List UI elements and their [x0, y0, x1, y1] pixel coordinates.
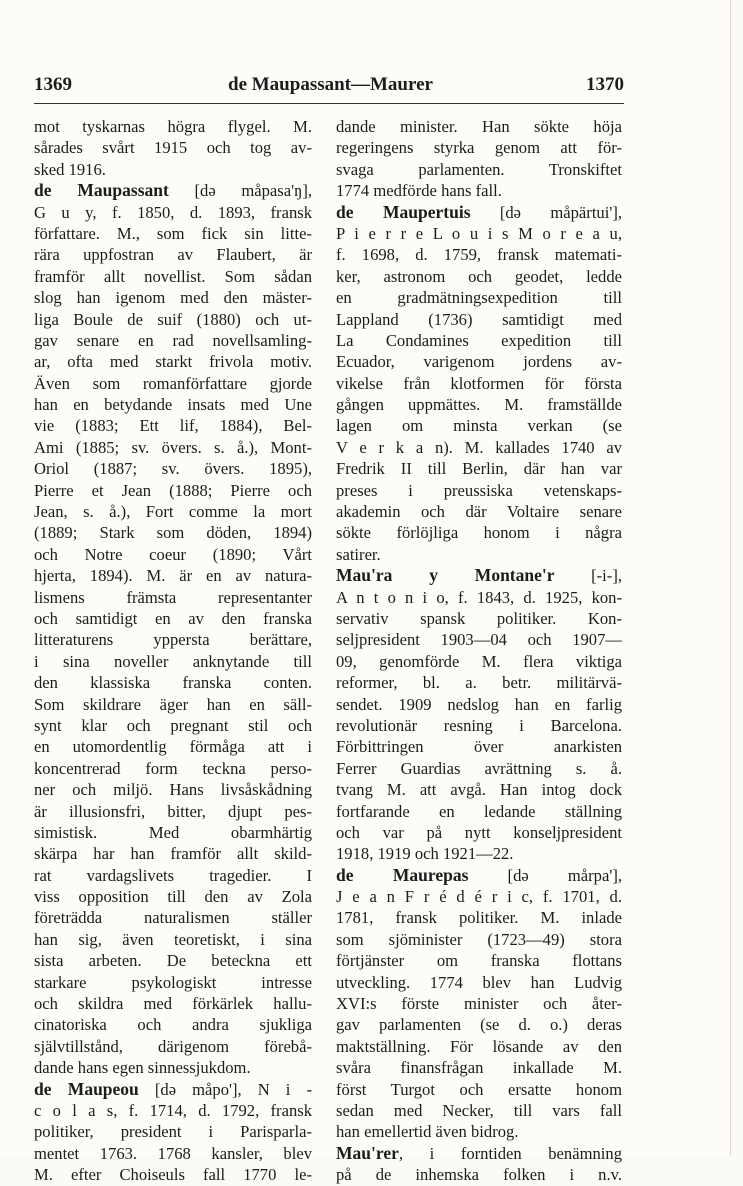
text-line: svåra finansfrågan inkallade M.	[336, 1058, 622, 1078]
headword: Mau'rer	[336, 1142, 399, 1163]
text-line: ker, astronom och geodet, ledde	[336, 266, 622, 286]
text-line: en gradmätningsexpedition till	[336, 288, 622, 308]
text-line: och skildra med förkärlek hallu-	[34, 994, 312, 1014]
headword: de Maupassant	[34, 180, 169, 201]
text-line: politiker, president i Parisparla-	[34, 1122, 312, 1142]
text-line: företrädda naturalismen ställer	[34, 908, 312, 928]
page-number-left: 1369	[34, 74, 72, 95]
text-line: sökte förlöjliga honom i några	[336, 523, 622, 543]
entry-headword-line: de Maupertuis [də måpärtui'],	[336, 201, 622, 222]
text-line: sked 1916.	[34, 159, 106, 179]
entry-headword-line: Mau'rer, i forntiden benämning	[336, 1142, 622, 1163]
text-line: XVI:s förste minister och åter-	[336, 994, 622, 1014]
text-line: rära uppfostran av Flaubert, är	[34, 245, 312, 265]
text-line: svaga parlamenten. Tronskiftet	[336, 159, 622, 179]
text-line: framför allt novellist. Som sådan	[34, 266, 312, 286]
text-line: fortfarande en ledande ställning	[336, 801, 622, 821]
text-line: mot tyskarnas högra flygel. M.	[34, 117, 312, 136]
text-line: c o l a s, f. 1714, d. 1792, fransk	[34, 1100, 312, 1120]
text-line: servativ spansk politiker. Kon-	[336, 608, 622, 628]
text-line: en utomordentlig förmåga att i	[34, 737, 312, 757]
headword: de Maupertuis	[336, 201, 471, 222]
text-line: viss opposition till den av Zola	[34, 887, 312, 907]
header-title: de Maupassant—Maurer	[228, 74, 433, 95]
headword: de Maurepas	[336, 864, 469, 885]
text-line: lismens främsta representanter	[34, 587, 312, 607]
text-line: dande minister. Han sökte höja	[336, 117, 622, 136]
text-line: han emellertid även bidrog.	[336, 1122, 519, 1142]
entry-headword-line: de Maupassant [də måpasa'ŋ],	[34, 180, 312, 201]
text-line: i sina noveller anknytande till	[34, 651, 312, 671]
text-line: sendet. 1909 nedslog han en farlig	[336, 694, 622, 714]
entry-headword-line: de Maupeou [də måpo'], N i -	[34, 1078, 312, 1099]
text-line: litteraturens yppersta berättare,	[34, 630, 312, 650]
text-line: regeringens styrka genom att för-	[336, 138, 622, 158]
text-line: revolutionär resning i Barcelona.	[336, 715, 622, 735]
text-line: 1781, fransk politiker. M. inlade	[336, 908, 622, 928]
text-line: och Notre coeur (1890; Vårt	[34, 544, 312, 564]
text-line: Ami (1885; sv. övers. s. å.), Mont-	[34, 437, 312, 457]
text-line: och var på nytt konseljpresident	[336, 822, 622, 842]
page-number-right: 1370	[586, 74, 624, 95]
text-line: preses i preussiska vetenskaps-	[336, 480, 622, 500]
text-line: vie (1883; Ett lif, 1884), Bel-	[34, 416, 312, 436]
left-column	[34, 116, 312, 1186]
headword: Mau'ra y Montane'r	[336, 565, 555, 586]
text-line: lagen om minsta verkan (se	[336, 416, 622, 436]
text-line: satirer.	[336, 544, 381, 564]
text-line: den klassiska franska conten.	[34, 673, 312, 693]
text-line: J e a n F r é d é r i c, f. 1701, d.	[336, 887, 622, 907]
text-line: G u y, f. 1850, d. 1893, fransk	[34, 202, 312, 222]
text-line: som sjöminister (1723—49) stora	[336, 929, 622, 949]
text-line: synt klar och pregnant stil och	[34, 715, 312, 735]
text-line: A n t o n i o, f. 1843, d. 1925, kon-	[336, 587, 622, 607]
text-line: gången uppmättes. M. framställde	[336, 395, 622, 415]
text-line: liga Boule de suif (1880) och ut-	[34, 309, 312, 329]
text-line: f. 1698, d. 1759, fransk matemati-	[336, 245, 622, 265]
text-line: maktställning. För lösande av den	[336, 1036, 622, 1056]
text-line: tvang M. att avgå. Han intog dock	[336, 780, 622, 800]
text-line: sista arbeten. De beteckna ett	[34, 951, 312, 971]
text-line: M. efter Choiseuls fall 1770 le-	[34, 1165, 312, 1185]
text-line: är illusionsfri, bitter, djupt pes-	[34, 801, 312, 821]
text-line: Ferrer Guardias avrättning s. å.	[336, 758, 622, 778]
headword: de Maupeou	[34, 1078, 139, 1099]
right-column	[336, 116, 622, 1186]
text-line: rat vardagslivets tragedier. I	[34, 865, 312, 885]
text-line: och samtidigt en av den franska	[34, 608, 312, 628]
text-line: 1918, 1919 och 1921—22.	[336, 844, 514, 864]
text-line: ner och miljö. Hans livsåskådning	[34, 780, 312, 800]
header-rule	[34, 103, 624, 104]
entry-headword-line: de Maurepas [də mårpa'],	[336, 864, 622, 885]
text-line: starkare psykologiskt intresse	[34, 972, 312, 992]
text-line: Förbittringen över anarkisten	[336, 737, 622, 757]
text-line: dande hans egen sinnessjukdom.	[34, 1058, 251, 1078]
text-line: Pierre et Jean (1888; Pierre och	[34, 480, 312, 500]
text-line: (1889; Stark som döden, 1894)	[34, 523, 312, 543]
entry-headword-line: Mau'ra y Montane'r [-i-],	[336, 565, 622, 586]
text-line: gav parlamenten (se d. o.) deras	[336, 1015, 622, 1035]
text-line: V e r k a n). M. kallades 1740 av	[336, 437, 622, 457]
text-line: gav senare en rad novellsamling-	[34, 330, 312, 350]
text-line: P i e r r e L o u i s M o r e a u,	[336, 223, 622, 243]
text-line: akademin och där Voltaire senare	[336, 502, 622, 522]
text-line: koncentrerad form teckna perso-	[34, 758, 312, 778]
text-line: Oriol (1887; sv. övers. 1895),	[34, 459, 312, 479]
text-line: 1774 medförde hans fall.	[336, 181, 502, 201]
running-header	[34, 74, 624, 100]
text-line: sårades svårt 1915 och tog av-	[34, 138, 312, 158]
text-line: 09, genomförde M. flera viktiga	[336, 651, 622, 671]
text-line: cinatoriska och andra sjukliga	[34, 1015, 312, 1035]
text-line: La Condamines expedition till	[336, 330, 622, 350]
text-line: reformer, bl. a. betr. militärvä-	[336, 673, 622, 693]
text-line: självtillstånd, därigenom förebå-	[34, 1036, 312, 1056]
text-line: utveckling. 1774 blev han Ludvig	[336, 972, 622, 992]
text-line: Ecuador, varigenom jordens av-	[336, 352, 622, 372]
text-line: han sig, även teoretiskt, i sina	[34, 929, 312, 949]
text-line: Som skildrare äger han en säll-	[34, 694, 312, 714]
text-line: Även som romanförfattare gjorde	[34, 373, 312, 393]
text-line: simistisk. Med obarmhärtig	[34, 822, 312, 842]
text-line: slog han igenom med den mäster-	[34, 288, 312, 308]
text-line: författare. M., som fick sin litte-	[34, 223, 312, 243]
text-line: sedan med Necker, till vars fall	[336, 1100, 622, 1120]
text-line: mentet 1763. 1768 kansler, blev	[34, 1143, 312, 1163]
text-line: ar, ofta med starkt frivola motiv.	[34, 352, 312, 372]
text-line: Lappland (1736) samtidigt med	[336, 309, 622, 329]
text-line: hjerta, 1894). M. är en av natura-	[34, 566, 312, 586]
text-line: Fredrik II till Berlin, där han var	[336, 459, 622, 479]
text-line: skärpa har han framför allt skild-	[34, 844, 312, 864]
text-line: Jean, s. å.), Fort comme la mort	[34, 502, 312, 522]
text-line: först Turgot och ersatte honom	[336, 1079, 622, 1099]
text-line: på de inhemska folken i n.v.	[336, 1165, 622, 1185]
text-line: vikelse från klotformen för första	[336, 373, 622, 393]
text-line: seljpresident 1903—04 och 1907—	[336, 630, 622, 650]
text-line: förtjänster om franska flottans	[336, 951, 622, 971]
text-line: han en betydande insats med Une	[34, 395, 312, 415]
